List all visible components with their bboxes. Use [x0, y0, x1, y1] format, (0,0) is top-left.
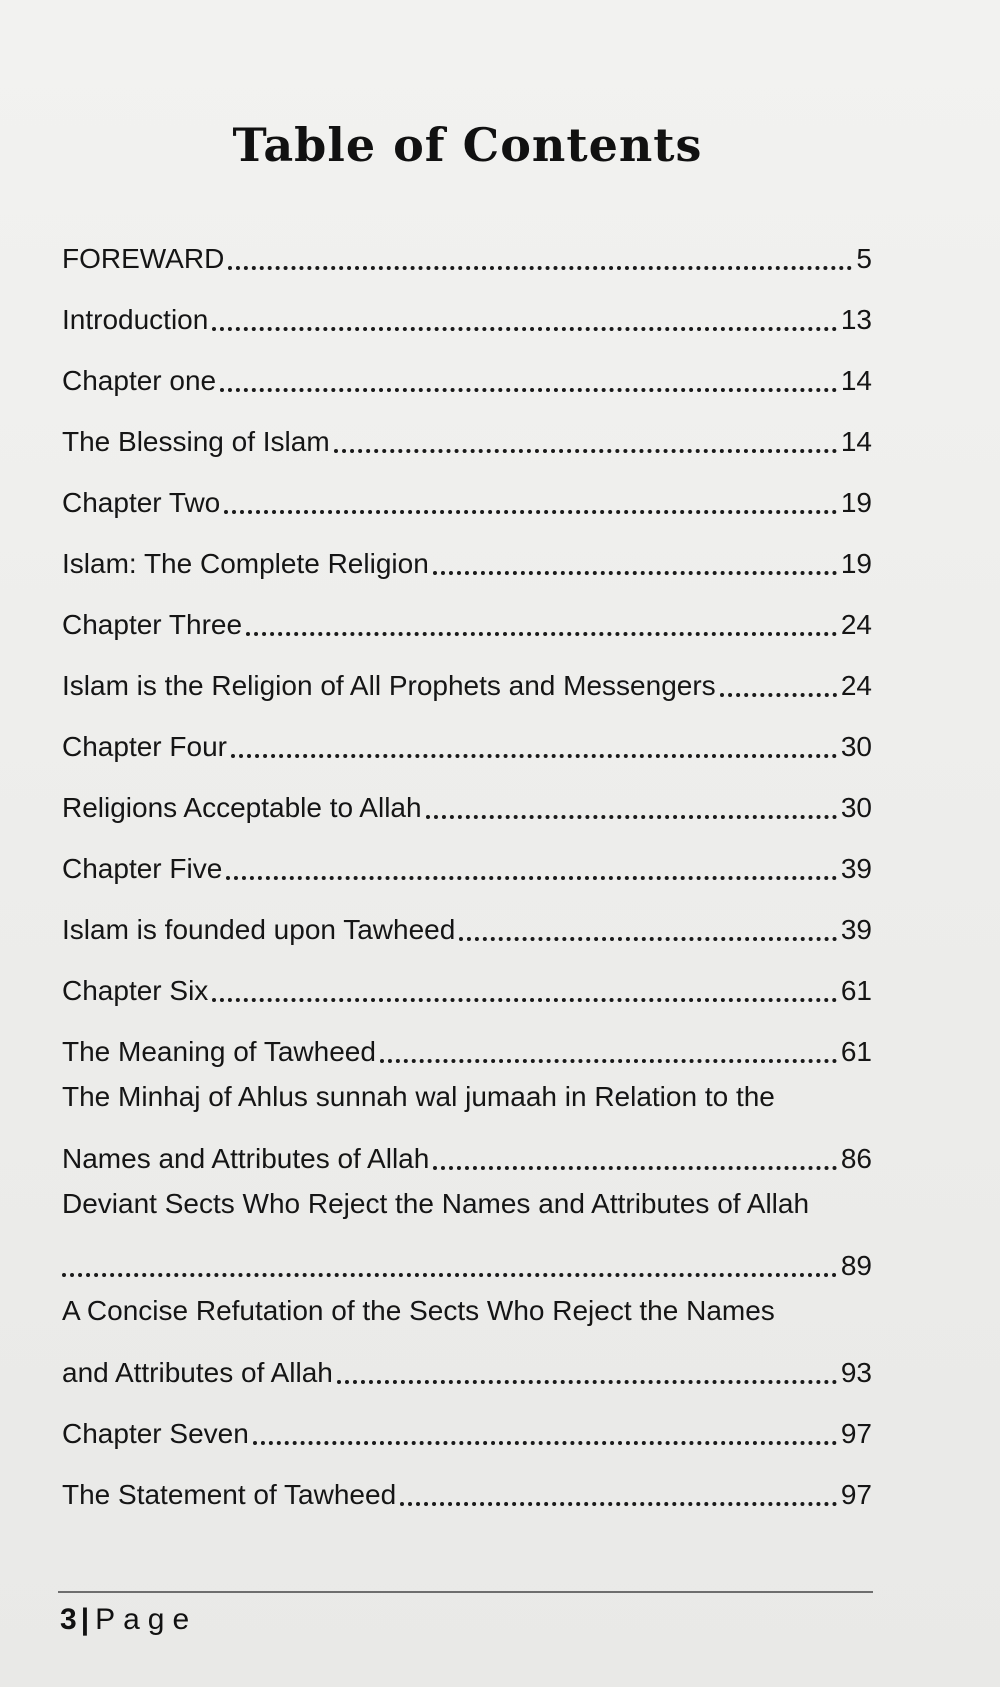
dot-leader: [433, 1166, 837, 1170]
toc-entry-label: Chapter Three: [62, 609, 243, 640]
dot-leader: [220, 388, 837, 392]
dot-leader: [212, 998, 837, 1002]
toc-entry-label: The Blessing of Islam: [62, 426, 330, 457]
toc-entry-concise-refutation: [62, 1283, 872, 1390]
toc-entry-page: 24: [840, 670, 872, 701]
toc-entry-page: 61: [840, 1036, 872, 1067]
toc-entry-page: 39: [840, 853, 872, 884]
dot-leader: [253, 1441, 837, 1445]
toc-entry-page: 97: [840, 1418, 872, 1449]
toc-entry-label: Chapter Seven: [62, 1418, 249, 1449]
dot-leader: [212, 327, 837, 331]
toc-entry-chapter-one: [62, 337, 872, 398]
page-footer: [60, 1603, 197, 1637]
toc-entry-page: 14: [840, 426, 872, 457]
toc-entry-blessing-of-islam: [62, 398, 872, 459]
table-of-contents: [62, 215, 872, 1512]
toc-entry-label: Religions Acceptable to Allah: [62, 792, 422, 823]
toc-entry-chapter-three: [62, 581, 872, 642]
toc-entry-page: 89: [840, 1250, 872, 1281]
dot-leader: [426, 815, 837, 819]
toc-entry-complete-religion: [62, 520, 872, 581]
toc-entry-label-line1: A Concise Refutation of the Sects Who Reject the Names: [62, 1295, 775, 1326]
toc-entry-introduction: [62, 276, 872, 337]
dot-leader: [337, 1380, 837, 1384]
dot-leader: [433, 571, 837, 575]
dot-leader: [720, 693, 837, 697]
dot-leader: [380, 1059, 837, 1063]
toc-entry-label: Chapter one: [62, 365, 217, 396]
toc-entry-page: 86: [840, 1143, 872, 1174]
toc-entry-label: Islam: The Complete Religion: [62, 548, 429, 579]
toc-entry-label: Islam is founded upon Tawheed: [62, 914, 456, 945]
toc-entry-minhaj-ahlus-sunnah: [62, 1069, 872, 1176]
toc-entry-meaning-of-tawheed: [62, 1008, 872, 1069]
toc-entry-label: FOREWARD: [62, 243, 225, 274]
toc-entry-foreward: [62, 215, 872, 276]
toc-entry-page: 19: [840, 548, 872, 579]
toc-entry-label: The Meaning of Tawheed: [62, 1036, 376, 1067]
toc-entry-founded-upon-tawheed: [62, 886, 872, 947]
toc-entry-page: 97: [840, 1479, 872, 1510]
toc-entry-label: Chapter Six: [62, 975, 209, 1006]
dot-leader: [400, 1502, 837, 1506]
toc-entry-statement-of-tawheed: [62, 1451, 872, 1512]
dot-leader: [231, 754, 837, 758]
toc-entry-chapter-five: [62, 825, 872, 886]
toc-entry-page: 24: [840, 609, 872, 640]
dot-leader: [224, 510, 837, 514]
toc-entry-label: Chapter Two: [62, 487, 221, 518]
dot-leader: [228, 266, 852, 270]
toc-entry-label-line2: Names and Attributes of Allah: [62, 1143, 430, 1174]
toc-entry-page: 14: [840, 365, 872, 396]
toc-entry-page: 30: [840, 731, 872, 762]
toc-entry-label: Introduction: [62, 304, 209, 335]
toc-entry-label-line2: and Attributes of Allah: [62, 1357, 333, 1388]
footer-page-number: 3: [60, 1603, 77, 1636]
toc-entry-page: 93: [840, 1357, 872, 1388]
toc-entry-label: Islam is the Religion of All Prophets and Messengers: [62, 670, 716, 701]
toc-entry-label: Chapter Five: [62, 853, 223, 884]
dot-leader: [459, 937, 837, 941]
toc-entry-chapter-seven: [62, 1390, 872, 1451]
dot-leader: [246, 632, 837, 636]
toc-entry-chapter-six: [62, 947, 872, 1008]
toc-entry-page: 61: [840, 975, 872, 1006]
footer-page-word: Page: [95, 1603, 198, 1636]
page-title: Table of Contents: [232, 118, 703, 172]
toc-entry-page: 19: [840, 487, 872, 518]
toc-entry-chapter-four: [62, 703, 872, 764]
footer-separator: |: [80, 1603, 90, 1636]
toc-entry-label: The Statement of Tawheed: [62, 1479, 397, 1510]
toc-entry-page: 5: [856, 243, 872, 274]
toc-entry-label-line1: Deviant Sects Who Reject the Names and Attributes of Allah: [62, 1188, 810, 1219]
toc-entry-religion-of-all-prophets: [62, 642, 872, 703]
dot-leader: [226, 876, 837, 880]
toc-entry-religions-acceptable: [62, 764, 872, 825]
toc-entry-page: 13: [840, 304, 872, 335]
toc-entry-page: 30: [840, 792, 872, 823]
toc-entry-page: 39: [840, 914, 872, 945]
toc-entry-chapter-two: [62, 459, 872, 520]
dot-leader: [334, 449, 837, 453]
footer-divider: [58, 1591, 873, 1593]
toc-entry-label-line1: The Minhaj of Ahlus sunnah wal jumaah in Relation to the: [62, 1081, 775, 1112]
dot-leader: [62, 1273, 837, 1277]
toc-entry-label: Chapter Four: [62, 731, 227, 762]
toc-entry-deviant-sects: [62, 1176, 872, 1283]
